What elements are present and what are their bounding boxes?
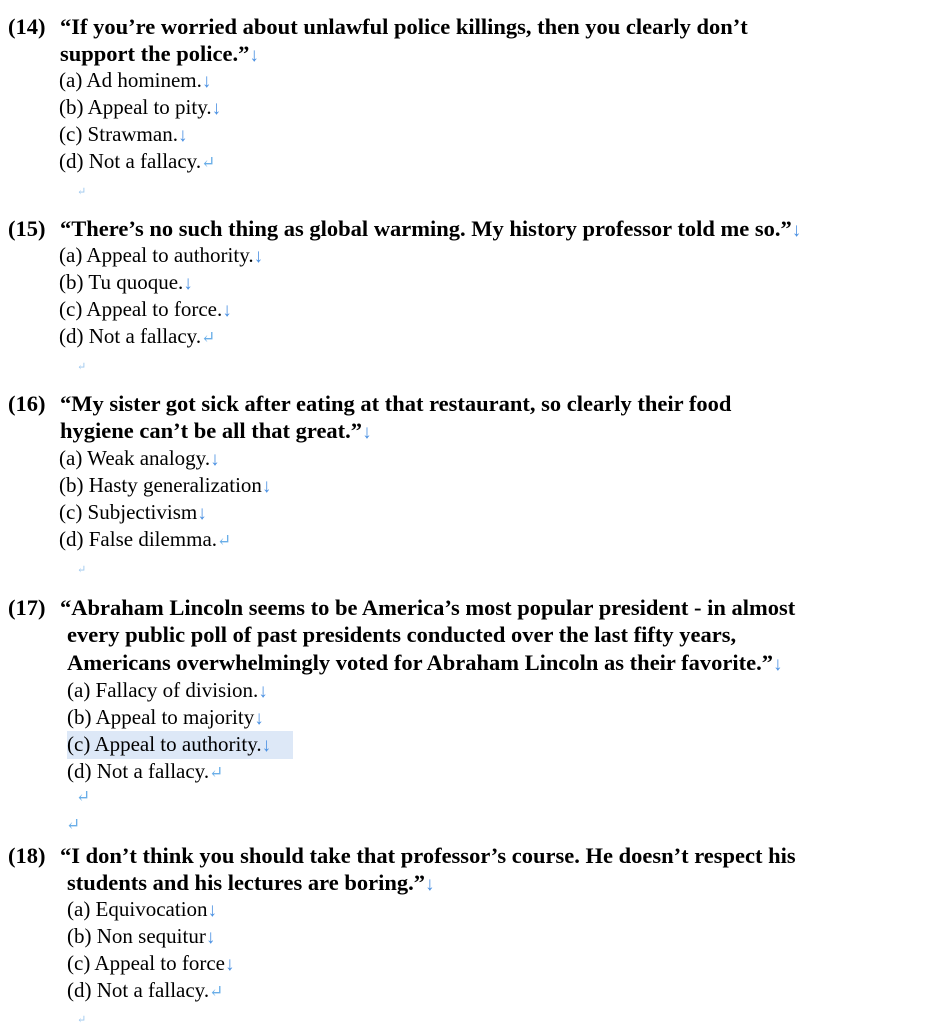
line-break-mark: ↓ xyxy=(424,874,435,895)
question-text-line: “Abraham Lincoln seems to be America’s most popular president - in almost xyxy=(60,595,796,620)
line-break-mark: ↓ xyxy=(222,300,232,321)
line-break-mark: ↓ xyxy=(201,71,212,92)
question-text-line: hygiene can’t be all that great.” xyxy=(60,418,363,443)
empty-paragraph-mark: ↵ xyxy=(77,186,87,198)
line-break-mark: ↓ xyxy=(258,681,268,702)
question-number: (14) xyxy=(8,14,46,39)
line-break-mark: ↓ xyxy=(791,220,802,241)
option-b[interactable]: (b) Tu quoque.↓ xyxy=(59,270,193,294)
line-break-mark: ↓ xyxy=(261,476,272,497)
line-break-mark: ↓ xyxy=(197,503,207,524)
option-d[interactable]: (d) Not a fallacy.↵ xyxy=(67,759,224,783)
option-c-selected[interactable]: (c) Appeal to authority.↓ xyxy=(67,731,293,759)
option-b[interactable]: (b) Appeal to pity.↓ xyxy=(59,95,222,119)
question-number: (17) xyxy=(8,595,46,620)
paragraph-mark: ↵ xyxy=(201,153,216,172)
line-break-mark: ↓ xyxy=(205,927,216,948)
question-number: (16) xyxy=(8,391,46,416)
empty-paragraph-mark: ↵ xyxy=(77,564,87,576)
option-d[interactable]: (d) Not a fallacy.↵ xyxy=(67,978,224,1002)
question-text-line: Americans overwhelmingly voted for Abraham Lincoln as their favorite.” xyxy=(67,650,773,675)
option-a[interactable]: (a) Equivocation↓ xyxy=(67,897,218,921)
line-break-mark: ↓ xyxy=(207,900,218,921)
question-text-line: “My sister got sick after eating at that restaurant, so clearly their food xyxy=(60,391,732,416)
empty-paragraph-mark: ↵ xyxy=(77,361,87,373)
line-break-mark: ↓ xyxy=(183,273,193,294)
line-break-mark: ↓ xyxy=(225,954,235,975)
line-break-mark: ↓ xyxy=(210,449,220,470)
line-break-mark: ↓ xyxy=(211,98,222,119)
line-break-mark: ↓ xyxy=(362,422,372,443)
option-d[interactable]: (d) False dilemma.↵ xyxy=(59,527,232,551)
option-c[interactable]: (c) Subjectivism↓ xyxy=(59,500,207,524)
option-a[interactable]: (a) Fallacy of division.↓ xyxy=(67,678,268,702)
option-b[interactable]: (b) Hasty generalization↓ xyxy=(59,473,272,497)
question-text-line: “I don’t think you should take that professor’s course. He doesn’t respect his xyxy=(60,843,796,868)
option-a[interactable]: (a) Appeal to authority.↓ xyxy=(59,243,264,267)
question-text-line: support the police.” xyxy=(60,41,250,66)
option-a[interactable]: (a) Ad hominem.↓ xyxy=(59,68,212,92)
option-c[interactable]: (c) Strawman.↓ xyxy=(59,122,188,146)
question-text-line: students and his lectures are boring.” xyxy=(67,870,425,895)
line-break-mark: ↓ xyxy=(249,45,259,66)
line-break-mark: ↓ xyxy=(177,125,188,146)
line-break-mark: ↓ xyxy=(772,654,783,675)
empty-paragraph-mark: ↵ xyxy=(66,815,81,834)
line-break-mark: ↓ xyxy=(253,246,264,267)
question-text-line: “There’s no such thing as global warming. My history professor told me so.” xyxy=(60,216,792,241)
option-d[interactable]: (d) Not a fallacy.↵ xyxy=(59,149,216,173)
question-text-line: “If you’re worried about unlawful police killings, then you clearly don’t xyxy=(60,14,748,39)
question-number: (15) xyxy=(8,216,46,241)
empty-paragraph-mark: ↵ xyxy=(76,787,91,806)
question-number: (18) xyxy=(8,843,46,868)
line-break-mark: ↓ xyxy=(254,708,264,729)
line-break-mark: ↓ xyxy=(261,735,272,756)
option-c[interactable]: (c) Appeal to force.↓ xyxy=(59,297,232,321)
paragraph-mark: ↵ xyxy=(209,982,224,1001)
paragraph-mark: ↵ xyxy=(209,763,224,782)
paragraph-mark: ↵ xyxy=(217,531,232,550)
empty-paragraph-mark: ↵ xyxy=(77,1014,87,1026)
option-b[interactable]: (b) Appeal to majority↓ xyxy=(67,705,264,729)
option-a[interactable]: (a) Weak analogy.↓ xyxy=(59,446,220,470)
option-b[interactable]: (b) Non sequitur↓ xyxy=(67,924,216,948)
option-c[interactable]: (c) Appeal to force↓ xyxy=(67,951,235,975)
option-d[interactable]: (d) Not a fallacy.↵ xyxy=(59,324,216,348)
question-text-line: every public poll of past presidents conducted over the last fifty years, xyxy=(67,622,737,647)
paragraph-mark: ↵ xyxy=(201,328,216,347)
